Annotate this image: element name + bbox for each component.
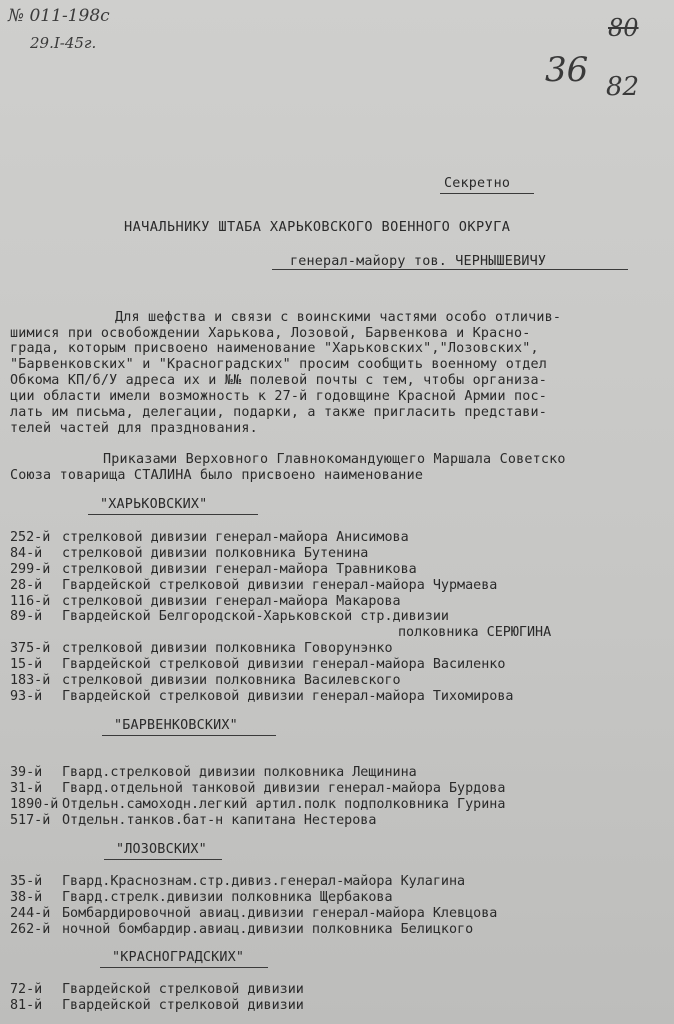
unit-list-item [10,890,393,905]
unit-description: Гвард.стрелковой дивизии полковника Лещинина [62,765,417,780]
unit-list-item [10,594,401,609]
unit-description: Гвардейской Белгородской-Харьковской стр.дивизии [62,609,449,624]
unit-number: 28-й [10,578,43,593]
unit-list-item [10,609,449,624]
unit-description: стрелковой дивизии полковника Говорунэнко [62,641,393,656]
unit-number: 299-й [10,562,51,577]
unit-list-item [10,922,473,937]
unit-description: стрелковой дивизии генерал-майора Травникова [62,562,417,577]
handwritten-date: 29.I-45г. [30,34,97,52]
unit-number: 35-й [10,874,43,889]
paragraph-line: телей частей для празднования. [10,421,258,436]
section-title: "КРАСНОГРАДСКИХ" [112,950,245,965]
unit-list-item [10,797,505,812]
section-title: "ЛОЗОВСКИХ" [116,842,207,857]
unit-number: 252-й [10,530,51,545]
paragraph-line: Для шефства и связи с воинскими частями особо отличив- [115,310,562,325]
unit-number: 39-й [10,765,43,780]
unit-list-item [10,530,409,545]
handwritten-ref-number: № 011-198с [8,6,110,26]
paragraph-line: Обкома КП/б/У адреса их и №№ полевой почты с тем, чтобы организа- [10,373,548,388]
unit-number: 84-й [10,546,43,561]
paragraph-line: града, которым присвоено наименование "Харьковских","Лозовских", [10,341,539,356]
paragraph-line: "Барвенковских" и "Красноградских" просим сообщить военному отдел [10,357,548,372]
classification-underline [440,193,534,194]
unit-number: 31-й [10,781,43,796]
handwritten-old-page-number: 80 [608,14,639,42]
unit-number: 72-й [10,982,43,997]
section-title-underline [100,967,268,968]
paragraph-line: лать им письма, делегации, подарки, а также пригласить представи- [10,405,548,420]
unit-number: 517-й [10,813,51,828]
unit-description: полковника СЕРЮГИНА [398,625,552,640]
unit-number: 244-й [10,906,51,921]
paragraph-line: Приказами Верховного Главнокомандующего Маршала Советско [103,452,566,467]
unit-description: стрелковой дивизии полковника Василевского [62,673,401,688]
unit-description: Гвардейской стрелковой дивизии генерал-майора Тихомирова [62,689,514,704]
unit-description: Гвардейской стрелковой дивизии [62,982,304,997]
unit-list-item [10,657,505,672]
paragraph-line: шимися при освобождении Харькова, Лозовой, Барвенкова и Красно- [10,326,531,341]
unit-number: 262-й [10,922,51,937]
classification-label: Секретно [444,176,511,191]
unit-list-item [10,562,417,577]
unit-list-item [10,906,497,921]
unit-number: 15-й [10,657,43,672]
unit-number: 81-й [10,998,43,1013]
section-title-underline [88,514,258,515]
unit-list-item [10,765,417,780]
unit-description: стрелковой дивизии генерал-майора Анисимова [62,530,409,545]
addressee-underline [272,269,628,270]
unit-number: 183-й [10,673,51,688]
unit-description: Бомбардировочной авиац.дивизии генерал-майора Клевцова [62,906,498,921]
unit-list-item [10,998,304,1013]
unit-description: Гвардейской стрелковой дивизии генерал-майора Чурмаева [62,578,498,593]
unit-number: 375-й [10,641,51,656]
unit-number: 116-й [10,594,51,609]
unit-description: Гвард.стрелк.дивизии полковника Щербакова [62,890,393,905]
unit-description: стрелковой дивизии полковника Бутенина [62,546,369,561]
paragraph-line: Союза товарища СТАЛИНА было присвоено наименование [10,468,424,483]
unit-list-item [10,874,465,889]
unit-description: стрелковой дивизии генерал-майора Макарова [62,594,401,609]
unit-list-item [10,982,304,997]
unit-description: Отдельн.танков.бат-н капитана Нестерова [62,813,377,828]
addressee-line-1: НАЧАЛЬНИКУ ШТАБА ХАРЬКОВСКОГО ВОЕННОГО ОКРУГА [124,219,511,235]
handwritten-page-number-alt: 82 [606,72,640,102]
unit-list-item [10,641,393,656]
unit-list-item [398,625,551,640]
unit-number: 1890-й [10,797,59,812]
unit-list-item [10,578,497,593]
unit-number: 38-й [10,890,43,905]
unit-number: 89-й [10,609,43,624]
section-title: "БАРВЕНКОВСКИХ" [114,718,238,733]
unit-list-item [10,673,401,688]
unit-description: Гвард.отдельной танковой дивизии генерал-майора Бурдова [62,781,506,796]
section-title-underline [104,859,222,860]
unit-description: Гвард.Краснознам.стр.дивиз.генерал-майора Кулагина [62,874,466,889]
unit-list-item [10,813,376,828]
unit-description: ночной бомбардир.авиац.дивизии полковника Белицкого [62,922,474,937]
handwritten-page-number: 36 [545,50,589,90]
unit-list-item [10,689,513,704]
unit-description: Гвардейской стрелковой дивизии [62,998,304,1013]
unit-description: Отдельн.самоходн.легкий артил.полк подполковника Гурина [62,797,506,812]
unit-description: Гвардейской стрелковой дивизии генерал-майора Василенко [62,657,506,672]
section-title: "ХАРЬКОВСКИХ" [100,497,208,512]
unit-number: 93-й [10,689,43,704]
paragraph-line: ции области имели возможность к 27-й годовщине Красной Армии пос- [10,389,548,404]
unit-list-item [10,781,505,796]
addressee-line-2: генерал-майору тов. ЧЕРНЫШЕВИЧУ [290,254,547,269]
section-title-underline [102,735,276,736]
unit-list-item [10,546,368,561]
